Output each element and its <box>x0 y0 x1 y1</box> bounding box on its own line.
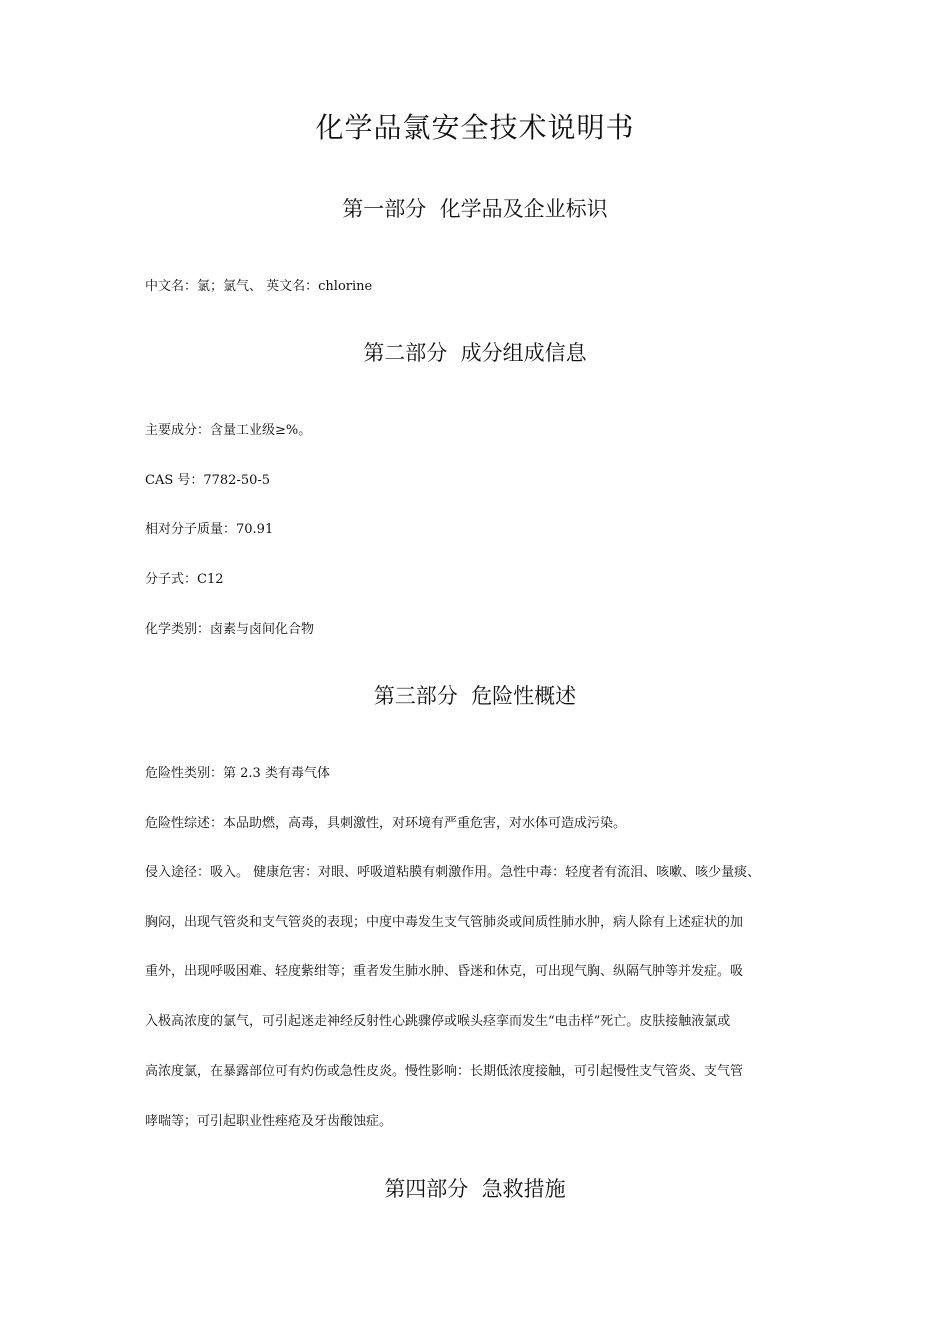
text-line: 胸闷，出现气管炎和支气管炎的表现；中度中毒发生支气管肺炎或间质性肺水肿，病人除有上述症状的加 <box>145 915 744 930</box>
section-heading-3: 第三部分 危险性概述 <box>373 684 577 708</box>
document-title: 化学品氯安全技术说明书 <box>315 111 635 144</box>
text-line: 中文名：氯；氯气、 英文名：chlorine <box>145 279 373 294</box>
text-line: 主要成分：含量工业级≥%。 <box>145 423 312 438</box>
text-line: 高浓度氯，在暴露部位可有灼伤或急性皮炎。慢性影响：长期低浓度接触，可引起慢性支气管炎、支气管 <box>145 1064 744 1079</box>
text-line: 化学类别：卤素与卤间化合物 <box>145 622 315 637</box>
text-line: 入极高浓度的氯气，可引起迷走神经反射性心跳骤停或喉头痉挛而发生“电击样”死亡。皮肤接触液氯或 <box>145 1014 731 1029</box>
text-line: 哮喘等；可引起职业性痤疮及牙齿酸蚀症。 <box>145 1114 393 1129</box>
section-heading-1: 第一部分 化学品及企业标识 <box>342 197 608 221</box>
section-heading-2: 第二部分 成分组成信息 <box>363 341 587 365</box>
text-line: 分子式：C12 <box>145 572 224 587</box>
text-line: 危险性类别：第 2.3 类有毒气体 <box>145 766 330 781</box>
section-heading-4: 第四部分 急救措施 <box>384 1177 566 1201</box>
text-line: 侵入途径：吸入。 健康危害：对眼、呼吸道粘膜有刺激作用。急性中毒：轻度者有流泪、咳嗽、咳少量痰、 <box>145 865 761 880</box>
text-line: 重外，出现呼吸困难、轻度紫绀等；重者发生肺水肿、昏迷和休克，可出现气胸、纵隔气肿等并发症。吸 <box>145 964 744 979</box>
text-line: 危险性综述：本品助燃，高毒，具刺激性，对环境有严重危害，对水体可造成污染。 <box>145 816 627 831</box>
text-line: CAS 号：7782-50-5 <box>145 473 271 488</box>
text-line: 相对分子质量：70.91 <box>145 522 274 537</box>
